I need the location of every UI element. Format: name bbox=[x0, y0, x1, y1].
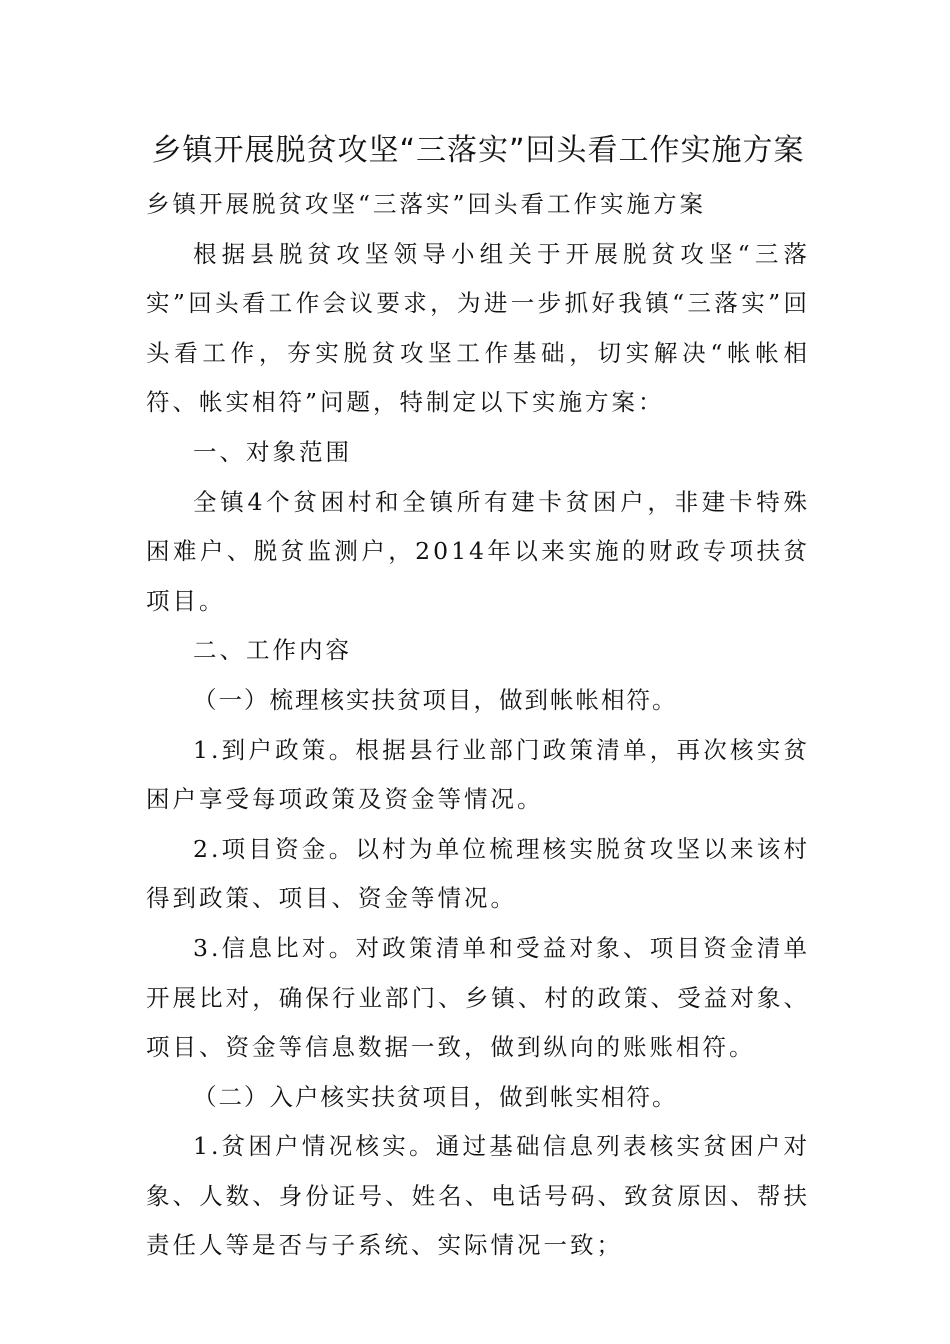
item-household-verification: 1.贫困户情况核实。通过基础信息列表核实贫困户对象、人数、身份证号、姓名、电话号码、致贫原因、帮扶责任人等是否与子系统、实际情况一致； bbox=[146, 1132, 810, 1260]
item-household-policy: 1.到户政策。根据县行业部门政策清单，再次核实贫困户享受每项政策及资金等情况。 bbox=[146, 735, 810, 814]
item-info-comparison: 3.信息比对。对政策清单和受益对象、项目资金清单开展比对，确保行业部门、乡镇、村的政策、受益对象、项目、资金等信息数据一致，做到纵向的账账相符。 bbox=[146, 933, 810, 1062]
document-title: 乡镇开展脱贫攻坚“三落实”回头看工作实施方案 bbox=[151, 133, 805, 168]
document-subtitle: 乡镇开展脱贫攻坚“三落实”回头看工作实施方案 bbox=[146, 190, 707, 218]
subsection-heading-account-check: （一）梳理核实扶贫项目，做到帐帐相符。 bbox=[193, 685, 678, 714]
intro-paragraph: 根据县脱贫攻坚领导小组关于开展脱贫攻坚“三落实”回头看工作会议要求，为进一步抓好我镇“三落实”回头看工作，夯实脱贫攻坚工作基础，切实解决“帐帐相符、帐实相符”问题，特制定以下实施方案： bbox=[146, 239, 810, 417]
document-body bbox=[146, 180, 810, 1271]
section-heading-content: 二、工作内容 bbox=[193, 636, 352, 665]
section-heading-scope: 一、对象范围 bbox=[193, 437, 352, 466]
item-project-funds: 2.项目资金。以村为单位梳理核实脱贫攻坚以来该村得到政策、项目、资金等情况。 bbox=[146, 834, 810, 913]
scope-paragraph: 全镇4个贫困村和全镇所有建卡贫困户，非建卡特殊困难户、脱贫监测户，2014年以来实施的财政专项扶贫项目。 bbox=[146, 487, 810, 615]
subsection-heading-onsite-check: （二）入户核实扶贫项目，做到帐实相符。 bbox=[193, 1082, 678, 1111]
